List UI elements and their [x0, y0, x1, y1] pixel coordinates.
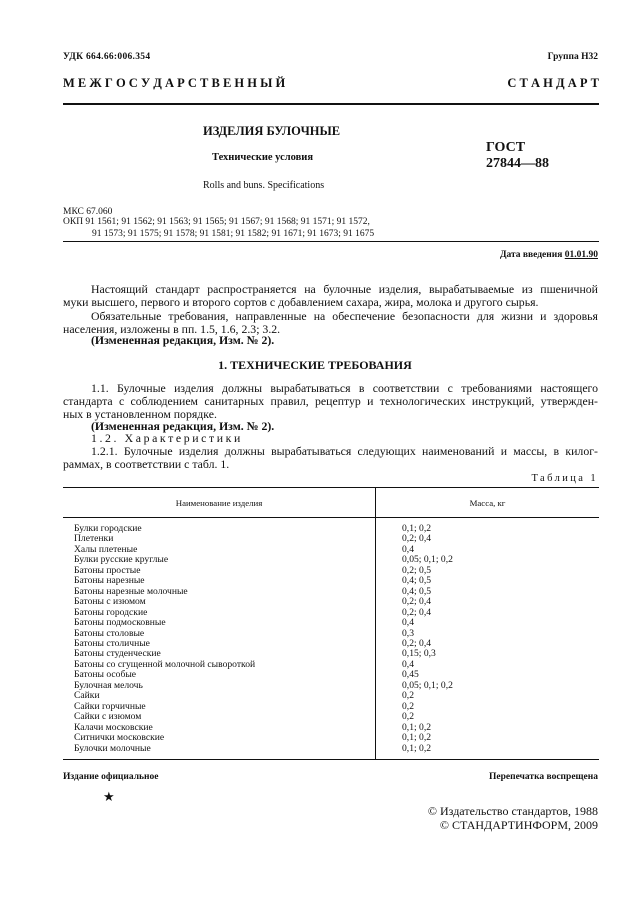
product-name-cell: Булки городские [63, 518, 376, 535]
product-mass-cell: 0,2; 0,4 [402, 637, 432, 649]
okp-codes-line-2: 91 1573; 91 1575; 91 1578; 91 1581; 91 1582; 91 1671; 91 1673; 91 1675 [92, 229, 375, 239]
product-name-cell: Батоны подмосковные [63, 618, 376, 628]
paragraph-1-2: 1.2. Характеристики [91, 431, 243, 445]
product-mass-cell: 0,05; 0,1; 0,2 [402, 554, 453, 566]
table-row [63, 733, 599, 743]
product-mass-cell: 0,2; 0,4 [402, 606, 432, 618]
product-name-cell: Сайки горчичные [63, 702, 376, 712]
product-name-cell: Батоны студенческие [63, 649, 376, 659]
paragraph-requirements-line-1: Обязательные требования, направленные на обеспечение безопасности для жизни и здоровья [91, 309, 598, 323]
table-row [63, 681, 599, 691]
table-row [63, 670, 599, 680]
table-caption: Таблица 1 [531, 473, 598, 484]
product-name-cell: Батоны со сгущенной молочной сывороткой [63, 660, 376, 670]
paragraph-1-1-line-1: 1.1. Булочные изделия должны вырабатываться в соответствии с требованиями настоящего [91, 381, 598, 395]
product-name-cell: Батоны столичные [63, 639, 376, 649]
product-name-cell: Батоны нарезные молочные [63, 587, 376, 597]
product-mass-cell: 0,4 [402, 617, 414, 629]
product-mass-cell: 0,4; 0,5 [402, 585, 432, 597]
table-row [63, 660, 599, 670]
column-header-name: Наименование изделия [63, 488, 376, 518]
product-mass-cell: 0,4; 0,5 [402, 575, 432, 587]
section-title: 1. ТЕХНИЧЕСКИЕ ТРЕБОВАНИЯ [218, 358, 412, 372]
table-row [63, 555, 599, 565]
standard-type-word-1: М Е Ж Г О С У Д А Р С Т В Е Н Н Ы Й [63, 76, 286, 90]
product-name-cell: Батоны столовые [63, 629, 376, 639]
product-name-cell: Булочная мелочь [63, 681, 376, 691]
table-row [63, 518, 599, 535]
product-mass-cell: 0,2; 0,4 [402, 596, 432, 608]
intro-date-label: Дата введения [499, 250, 563, 260]
table-row [63, 618, 599, 628]
product-name-cell: Калачи московские [63, 723, 376, 733]
products-table [63, 487, 599, 760]
product-name-cell: Сайки [63, 691, 376, 701]
codes-rule [63, 241, 599, 242]
product-mass-cell: 0,1; 0,2 [402, 523, 432, 534]
table-row [63, 744, 599, 760]
product-mass-cell: 0,2 [402, 711, 414, 723]
paragraph-1-2-1 [63, 445, 598, 471]
standard-type-word-2: С Т А Н Д А Р Т [507, 76, 599, 90]
product-name-cell: Батоны с изюмом [63, 597, 376, 607]
copyright-standartinform: © СТАНДАРТИНФОРМ, 2009 [439, 818, 598, 832]
product-mass-cell: 0,1; 0,2 [402, 732, 432, 744]
paragraph-1-1-line-3: ных в установленном порядке. [63, 407, 217, 422]
product-mass-cell: 0,15; 0,3 [402, 648, 436, 660]
table-row [63, 702, 599, 712]
product-name-cell: Булки русские круглые [63, 555, 376, 565]
paragraph-requirements-line-2: населения, изложены в пп. 1.5, 1.6, 2.3; 3.2. [63, 322, 281, 337]
column-header-mass: Масса, кг [376, 488, 600, 518]
paragraph-1-2-1-line-1: 1.2.1. Булочные изделия должны вырабатываться следующих наименований и массы, в килог- [91, 444, 598, 458]
product-mass-cell: 0,2 [402, 700, 414, 712]
table-header-row [63, 488, 599, 518]
document-subtitle: Технические условия [212, 152, 314, 163]
intro-date-value: 01.01.90 [564, 250, 598, 260]
product-name-cell: Булочки молочные [63, 744, 376, 760]
reprint-prohibited: Перепечатка воспрещена [488, 772, 598, 782]
udk-code: УДК 664.66:006.354 [63, 52, 151, 62]
star-icon: ★ [103, 790, 115, 805]
gost-label: ГОСТ [486, 140, 526, 155]
product-name-cell: Ситнички московские [63, 733, 376, 743]
header-rule [63, 103, 599, 105]
document-title: ИЗДЕЛИЯ БУЛОЧНЫЕ [203, 124, 341, 138]
standard-type [63, 76, 599, 92]
product-name-cell: Батоны простые [63, 566, 376, 576]
product-name-cell: Сайки с изюмом [63, 712, 376, 722]
copyright-publisher: © Издательство стандартов, 1988 [427, 804, 598, 818]
product-mass-cell: 0,45 [402, 669, 419, 681]
product-mass-cell: 0,4 [402, 658, 414, 670]
table-row [63, 534, 599, 544]
product-name-cell: Плетенки [63, 534, 376, 544]
paragraph-1-1 [63, 382, 598, 422]
amendment-note-2: (Измененная редакция, Изм. № 2). [91, 419, 275, 433]
product-name-cell: Батоны особые [63, 670, 376, 680]
okp-codes-line-1: ОКП 91 1561; 91 1562; 91 1563; 91 1565; 91 1567; 91 1568; 91 1571; 91 1572, [63, 217, 370, 227]
paragraph-1-2-1-line-2: раммах, в соответствии с табл. 1. [63, 457, 230, 472]
product-mass-cell: 0,1; 0,2 [402, 721, 432, 733]
paragraph-1-1-line-2: стандарта с соблюдением санитарных правил, рецептур и технологических инструкций, утвержден- [63, 394, 598, 409]
product-name-cell: Батоны нарезные [63, 576, 376, 586]
paragraph-scope-line-1: Настоящий стандарт распространяется на булочные изделия, вырабатываемые из пшеничной [91, 282, 598, 296]
product-mass-cell: 0,05; 0,1; 0,2 [402, 679, 453, 691]
gost-number: 27844—88 [486, 156, 549, 171]
product-mass-cell: 0,2 [402, 690, 414, 702]
product-mass-cell: 0,2; 0,5 [402, 564, 432, 576]
product-mass-cell: 0,3 [402, 627, 414, 639]
intro-date [500, 250, 598, 260]
product-name-cell: Халы плетеные [63, 545, 376, 555]
paragraph-scope-line-2: муки высшего, первого и второго сортов с добавлением сахара, жира, молока и другого сырья. [63, 295, 539, 310]
official-edition: Издание официальное [63, 772, 159, 782]
product-mass-cell: 0,1; 0,2 [376, 744, 600, 760]
product-name-cell: Батоны городские [63, 608, 376, 618]
amendment-note-1: (Измененная редакция, Изм. № 2). [91, 333, 275, 347]
mks-code: МКС 67.060 [63, 207, 113, 217]
group-code: Группа Н32 [547, 52, 598, 62]
product-mass-cell: 0,2; 0,4 [402, 533, 432, 545]
english-title: Rolls and buns. Specifications [203, 180, 325, 191]
paragraph-scope [63, 283, 598, 309]
product-mass-cell: 0,4 [402, 543, 414, 555]
